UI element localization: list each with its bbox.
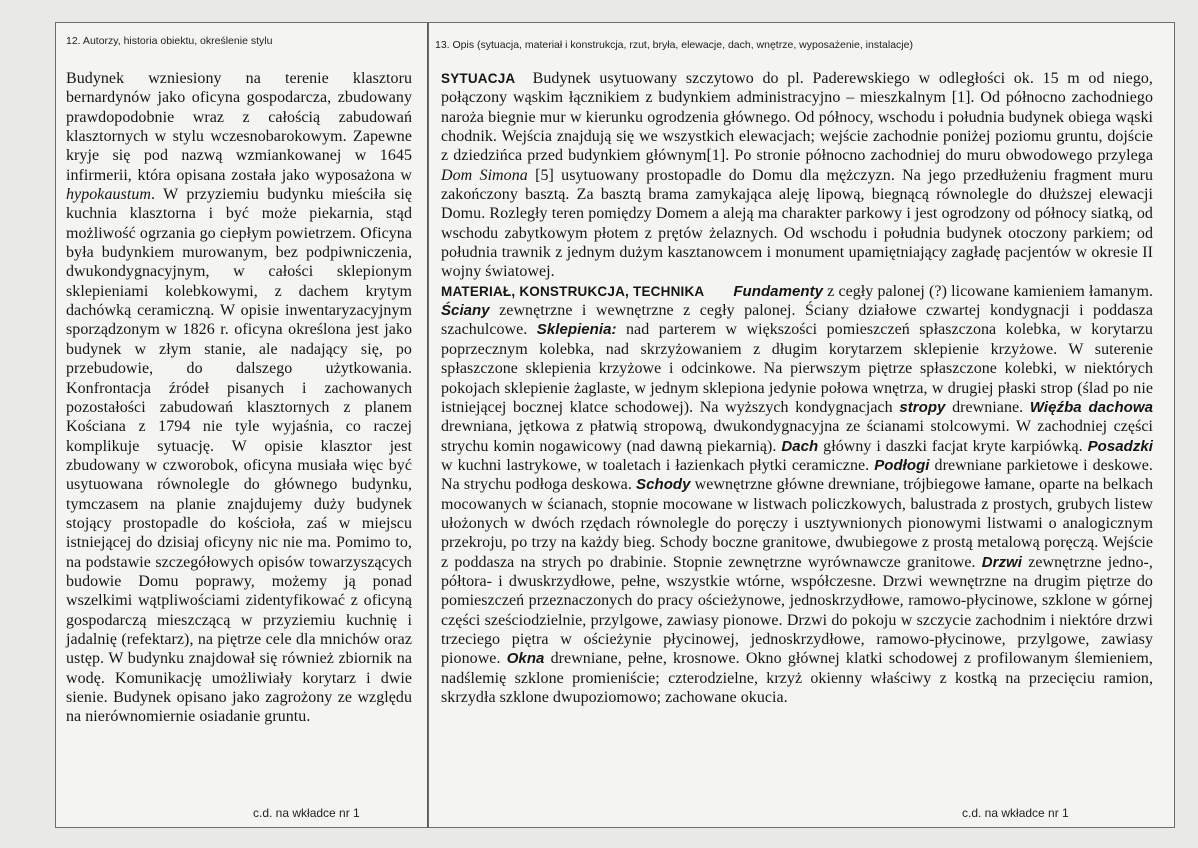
podlogi-term: Podłogi bbox=[874, 456, 930, 474]
history-text-column bbox=[66, 69, 412, 727]
situation-label: SYTUACJA bbox=[441, 71, 516, 86]
dach-term: Dach bbox=[781, 437, 819, 455]
material-paragraph: MATERIAŁ, KONSTRUKCJA, TECHNIKA Fundamenty z cegły palonej (?) licowane kamieniem łamanym. Ściany zewnętrzne i wewnętrzne z cegły palonej. Ściany działowe czwartej kondygnacji i poddasza szachulcowe. Sklepienia: nad parterem w większości pomieszczeń spłaszczona kolebka, w korytarzu poprzecznym kolebka, nad skrzyżowaniem z długim korytarzem sklepienie krzyżowe. W suterenie spłaszczone sklepienia krzyżowe i odcinkowe. Na pierwszym piętrze spłaszczone kolebki, w niektórych pokojach sklepienie żaglaste, w jednym sklepiona jedynie połowa wnętrza, w drugiej płaski strop (ślad po nie istniejącej bocznej klatce schodowej). Na wyższych kondygnacjach stropy drewniane. Więźba dachowa drewniana, jętkowa z płatwią stropową, dwukondygnacyjna ze ścianami stolcowymi. W zachodniej części strychu komin nogawicowy (nad dawną piekarnią). Dach główny i daszki facjat kryte karpiówką. Posadzki w kuchni lastrykowe, w toaletach i łazienkach płytki ceramiczne. Podłogi drewniane parkietowe i deskowe. Na strychu podłoga deskowa. Schody wewnętrzne główne drewniane, trójbiegowe łamane, oparte na belkach mocowanych w ścianach, stopnie mocowane w listwach policzkowych, balustrada z prostych, grubych listew ułożonych w dwóch rzędach równolegle do poręczy i usztywnionych pionowymi listwami o analogicznym przekroju, po trzy na każdy bieg. Schody boczne granitowe, dwubiegowe z prostą metalową poręczą. Wejście z poddasza na strych po drabinie. Stopnie zewnętrzne wyrównawcze granitowe. Drzwi zewnętrzne jedno-, półtora- i dwuskrzydłowe, pełne, wszystkie wtórne, współczesne. Drzwi wewnętrzne na drugim piętrze do pomieszczeń przeznaczonych do pracy ościeżynowe, jednoskrzydłowe, ramowo-płycinowe, szklone w górnej części sześciodzielnie, przylgowe, zawiasy pionowe. Drzwi do pokoju w szczycie zachodnim i niektóre drzwi trzeciego piętra w ościeżynie płycinowej, jednoskrzydłowe, ramowo-płycinowe, przylgowe, zawiasy pionowe. Okna drewniane, pełne, krosnowe. Okno głównej klatki schodowej z profilowanym ślemieniem, nadślemię szklone promieniście; czterodzielne, krzyż okienny właściwy z kostką na przecięciu ramion, skrzydła szklone dwupoziomowo; zachowane okucia. bbox=[441, 282, 1154, 706]
sciany-term: Ściany bbox=[441, 302, 490, 320]
history-paragraph: Budynek wzniesiony na terenie klasztoru bernardynów jako oficyna gospodarcza, zbudowany prawdopodobnie wraz z całością zabudowań klasztornych w stylu wczesnobarokowym. Zapewne kryje się pod nazwą wzmiankowanej w 1645 infirmerii, która opisana została jako wyposażona w hypokaustum. W przyziemiu budynku mieściła się kuchnia klasztorna i być może piekarnia, stąd możliwość ogrzania go ciepłym powietrzem. Oficyna była budynkiem murowanym, bez podpiwniczenia, dwukondygnacyjnym, w całości sklepionym sklepieniami kolebkowymi, z dachem krytym dachówką ceramiczną. W opisie inwentaryzacyjnym sporządzonym w 1826 r. oficyna określona jest jako budynek w złym stanie, ale nadający się, po przebudowie, do dalszego użytkowania. Konfrontacja źródeł pisanych i zachowanych pozostałości zabudowań klasztornych z planem Kościana z 1794 nie tyle wyjaśnia, co raczej komplikuje sytuację. W opisie klasztor jest zbudowany w czworobok, oficyna musiała więc być usytuowana równolegle do głównego budynku, tymczasem na planie znajdujemy duży budynek stojący prostopadle do kościoła, zaś w miejscu istniejącej do dzisiaj oficyny nic nie ma. Pomimo to, na podstawie szczegółowych opisów towarzyszących budowie Domu poprawy, możemy ją ponad wszelkimi wątpliwościami zidentyfikować z oficyną gospodarczą mieszczącą w przyziemiu kuchnię i jadalnię (refektarz), na piętrze cele dla mnichów oraz ustęp. W budynku znajdował się również zbiornik na wodę. Komunikację umożliwiały korytarz i dwie sienie. Budynek opisano jako zagrożony ze względu na nierównomiernie osiadanie gruntu. bbox=[66, 70, 412, 726]
schody-term: Schody bbox=[636, 476, 691, 494]
column-divider bbox=[427, 22, 428, 828]
material-label: MATERIAŁ, KONSTRUKCJA, TECHNIKA bbox=[441, 283, 705, 299]
sklepienia-term: Sklepienia: bbox=[536, 321, 617, 339]
wiezba-term: Więźba dachowa bbox=[1029, 398, 1153, 416]
hypokaustum-term: hypokaustum bbox=[66, 186, 151, 204]
posadzki-term: Posadzki bbox=[1087, 437, 1154, 455]
drzwi-term: Drzwi bbox=[981, 553, 1022, 571]
situation-paragraph: SYTUACJA Budynek usytuowany szczytowo do pl. Paderewskiego w odległości ok. 15 m od niego, połączony wąskim łącznikiem z budynkiem administracyjno – mieszkalnym [1]. Od północno zachodniego naroża biegnie mur w kierunku ogrodzenia głównego. Od północy, wschodu i południa budynek obiega wąski chodnik. Wejścia znajdują się we wszystkich elewacjach; wejście zachodnie poniżej poziomu gruntu, dojście z dziedzińca przed budynkiem głównym[1]. Po stronie północno zachodniej do muru obwodowego przylega Dom Simona [5] usytuowany prostopadle do Domu dla mężczyzn. Na jego przedłużeniu fragment muru zakończony basztą. Za basztą brama zamykająca aleję lipową, biegnącą równolegle do dłuższej elewacji Domu. Rozległy teren pomiędzy Domem a aleją ma charakter parkowy i jest ogrodzony od północy siatką, od wschodu zabytkowym płotem z prętów żelaznych. Od wschodu i południa budynek otoczony parkiem; od południa trawnik z jednym dużym kasztanowcem i monument upamiętniający zagładę pacjentów w okresie II wojny światowej. bbox=[441, 70, 1154, 281]
right-section-header: 13. Opis (sytuacja, materiał i konstrukcja, rzut, bryła, elewacje, dach, wnętrze, wyposażenie, instalacje) bbox=[435, 39, 913, 51]
dom-simona-term: Dom Simona bbox=[441, 166, 528, 184]
description-text-column bbox=[441, 69, 1153, 707]
left-continuation-note: c.d. na wkładce nr 1 bbox=[253, 806, 360, 820]
fundamenty-term: Fundamenty bbox=[733, 282, 824, 300]
left-section-header: 12. Autorzy, historia obiektu, określenie stylu bbox=[66, 35, 273, 47]
stropy-term: stropy bbox=[899, 398, 946, 416]
right-continuation-note: c.d. na wkładce nr 1 bbox=[962, 806, 1069, 820]
okna-term: Okna bbox=[506, 650, 545, 668]
